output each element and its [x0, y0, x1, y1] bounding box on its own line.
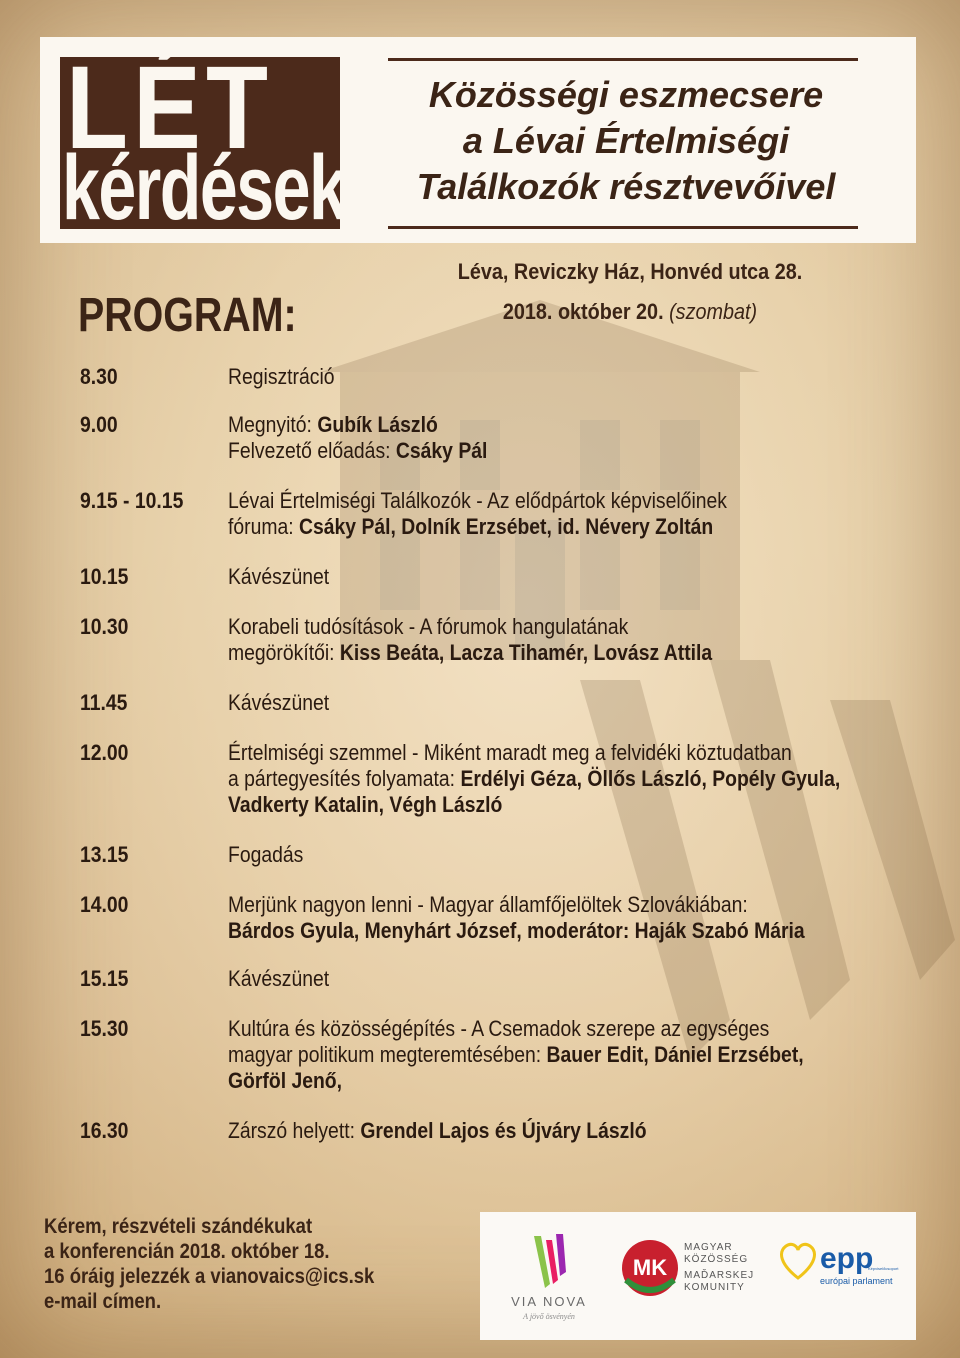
header-rule-top [388, 58, 858, 61]
mk-text-line: MAĎARSKEJ [684, 1270, 755, 1281]
schedule-description [228, 842, 879, 868]
building-illustration [260, 280, 820, 660]
logo-text-kerdesek: kérdések [62, 137, 346, 239]
mk-text-line: MAGYAR [684, 1242, 733, 1253]
venue-address: Léva, Reviczky Ház, Honvéd utca 28. [457, 259, 803, 284]
event-title-line: a Lévai Értelmiségi [462, 120, 790, 161]
schedule-description-line [228, 1016, 879, 1042]
schedule-description [228, 892, 879, 944]
speaker-names: Csáky Pál [395, 438, 488, 463]
schedule-description [228, 1118, 879, 1144]
session-text: fóruma: [228, 514, 300, 539]
schedule-description [228, 412, 879, 464]
sponsor-logos [480, 1212, 916, 1340]
schedule-description-line [228, 412, 879, 438]
schedule-time: 11.45 [80, 690, 128, 715]
speaker-names: Erdélyi Géza, Öllős László, Popély Gyula, [460, 766, 841, 791]
session-text: Értelmiségi szemmel - Miként maradt meg a felvidéki köztudatban [228, 740, 792, 765]
venue-info [405, 252, 855, 332]
schedule-time: 16.30 [80, 1118, 129, 1143]
session-text: a pártegyesítés folyamata: [228, 766, 461, 791]
event-title-line: Közösségi eszmecsere [428, 74, 824, 115]
magyar-kozosseg-logo [620, 1230, 760, 1310]
schedule-time: 10.30 [80, 614, 129, 639]
event-date: 2018. október 20. [502, 299, 664, 324]
schedule-time: 8.30 [80, 364, 118, 389]
mk-emblem-icon [620, 1238, 680, 1298]
schedule-description [228, 614, 879, 666]
speaker-names: Vadkerty Katalin, Végh László [228, 792, 503, 817]
event-title-line: Találkozók résztvevőivel [416, 166, 836, 207]
vianova-logo [494, 1230, 604, 1330]
vianova-tagline: A jövő ösvényén [523, 1312, 575, 1321]
session-text: Regisztráció [228, 364, 335, 389]
session-text: megörökítői: [228, 640, 340, 665]
epp-logo [776, 1232, 906, 1312]
registration-note-line: 16 óráig jelezzék a vianovaics@ics.sk [44, 1265, 375, 1288]
schedule-description [228, 740, 879, 818]
schedule-time: 15.15 [80, 966, 129, 991]
schedule-description-line [228, 640, 879, 666]
schedule-time: 13.15 [80, 842, 129, 867]
vianova-icon [494, 1230, 604, 1294]
schedule-description-line [228, 766, 879, 792]
session-text: Kávészünet [228, 966, 330, 991]
schedule-description-line [228, 1042, 879, 1068]
schedule-description-line [228, 966, 879, 992]
schedule-time: 12.00 [80, 740, 129, 765]
epp-heart-icon [776, 1238, 820, 1282]
session-text: Fogadás [228, 842, 304, 867]
schedule-time: 10.15 [80, 564, 129, 589]
schedule-description [228, 690, 879, 716]
schedule-description-line [228, 842, 879, 868]
session-text: Korabeli tudósítások - A fórumok hangulatának [228, 614, 629, 639]
epp-subtitle: európai parlament [820, 1276, 893, 1286]
logo-text-let: LÉT [66, 42, 274, 174]
schedule-time: 14.00 [80, 892, 129, 917]
registration-note-line: a konferencián 2018. október 18. [44, 1240, 330, 1263]
mk-text-line: KÖZÖSSÉG [684, 1254, 749, 1265]
speaker-names: Csáky Pál, Dolník Erzsébet, id. Névery Zoltán [299, 514, 714, 539]
session-text: Megnyitó: [228, 412, 318, 437]
schedule-description-line [228, 1068, 879, 1094]
vianova-name: VIA NOVA [511, 1294, 587, 1309]
schedule-description-line [228, 514, 879, 540]
schedule-description-line [228, 690, 879, 716]
schedule-description [228, 364, 879, 390]
speaker-names: Grendel Lajos és Újváry László [360, 1118, 647, 1143]
event-title [352, 72, 900, 210]
schedule-description-line [228, 614, 879, 640]
registration-note [44, 1214, 396, 1314]
event-weekday: (szombat) [669, 299, 758, 324]
schedule-description-line [228, 918, 879, 944]
header-rule-bottom [388, 226, 858, 229]
epp-group: Képviselőcsoport [868, 1266, 899, 1271]
mk-initials: MK [632, 1255, 668, 1280]
speaker-names: Gubík László [317, 412, 438, 437]
schedule-description-line [228, 564, 879, 590]
session-text: Zárszó helyett: [228, 1118, 361, 1143]
schedule-time: 9.15 - 10.15 [80, 488, 184, 513]
schedule-description-line [228, 488, 879, 514]
session-text: magyar politikum megteremtésében: [228, 1042, 547, 1067]
schedule-time: 9.00 [80, 412, 118, 437]
schedule-description-line [228, 892, 879, 918]
schedule-description [228, 488, 879, 540]
schedule-description-line [228, 792, 879, 818]
mk-text-line: KOMUNITY [684, 1282, 745, 1293]
session-text: Lévai Értelmiségi Találkozók - Az elődpártok képviselőinek [228, 488, 727, 513]
session-text: Felvezető előadás: [228, 438, 396, 463]
registration-note-line: Kérem, részvételi szándékukat [44, 1215, 313, 1238]
schedule-description-line [228, 740, 879, 766]
registration-note-line: e-mail címen. [44, 1290, 162, 1313]
schedule-description [228, 966, 879, 992]
speaker-names: Görföl Jenő, [228, 1068, 343, 1093]
speaker-names: Bauer Edit, Dániel Erzsébet, [546, 1042, 804, 1067]
schedule-description [228, 1016, 879, 1094]
session-text: Merjünk nagyon lenni - Magyar államfőjelöltek Szlovákiában: [228, 892, 748, 917]
schedule-description-line [228, 1118, 879, 1144]
event-date-line [405, 292, 855, 332]
epp-name: epp [820, 1242, 874, 1275]
schedule-description-line [228, 438, 879, 464]
speaker-names: Kiss Beáta, Lacza Tihamér, Lovász Attila [339, 640, 713, 665]
schedule-description-line [228, 364, 879, 390]
session-text: Kultúra és közösségépítés - A Csemadok szerepe az egységes [228, 1016, 770, 1041]
session-text: Kávészünet [228, 690, 330, 715]
program-heading: PROGRAM: [78, 289, 297, 342]
session-text: Kávészünet [228, 564, 330, 589]
speaker-names: Bárdos Gyula, Menyhárt József, moderátor: Haják Szabó Mária [228, 918, 805, 943]
schedule-description [228, 564, 879, 590]
schedule-time: 15.30 [80, 1016, 129, 1041]
